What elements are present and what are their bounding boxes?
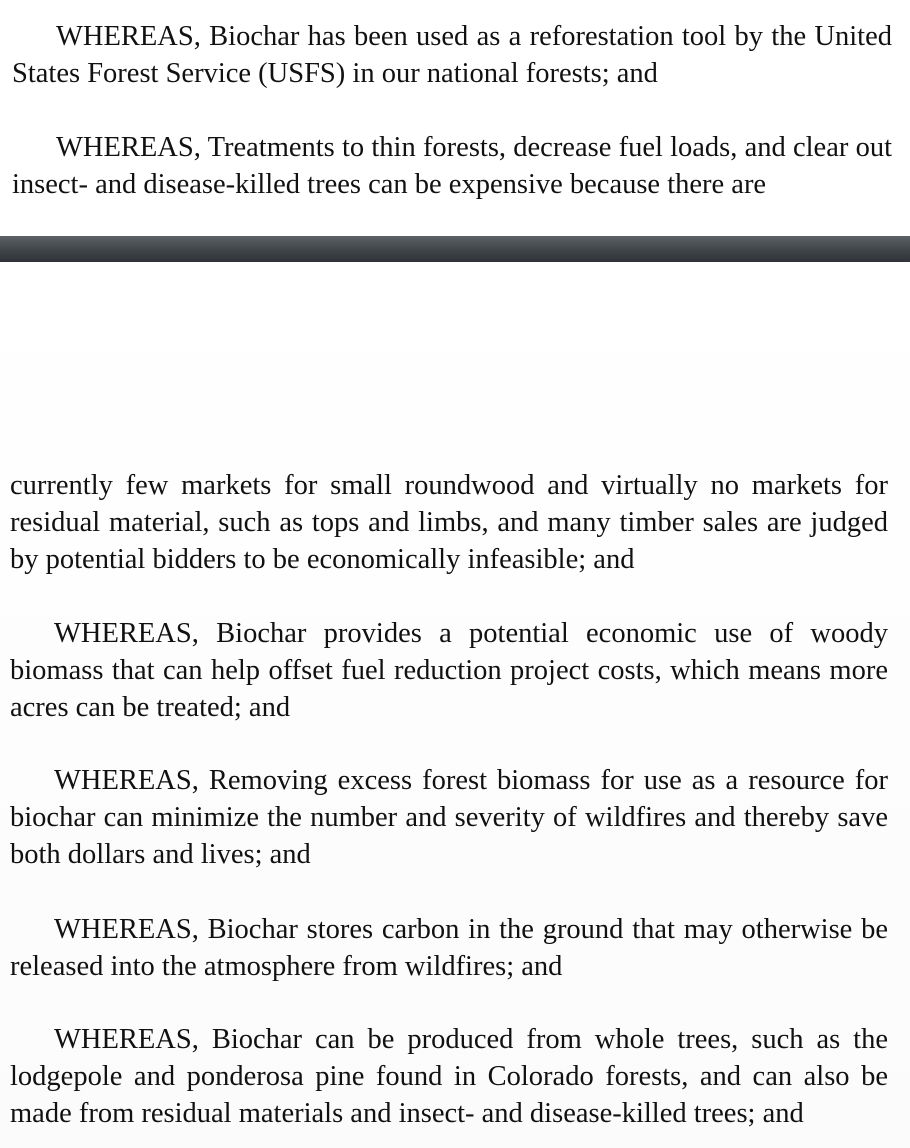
paragraph-whereas-reforestation: WHEREAS, Biochar has been used as a reforestation tool by the United States Forest Service (USFS) in our national forests; and [12,21,892,89]
paragraph-whereas-economic-use: WHEREAS, Biochar provides a potential economic use of woody biomass that can help offset fuel reduction project costs, which means more acres can be treated; and [10,618,888,723]
paragraph-whereas-stores-carbon: WHEREAS, Biochar stores carbon in the ground that may otherwise be released into the atmosphere from wildfires; and [10,914,888,982]
paragraph-whereas-treatments: WHEREAS, Treatments to thin forests, decrease fuel loads, and clear out insect- and disease-killed trees can be expensive because there are [12,132,892,200]
page-bottom [0,262,910,1148]
paragraph-markets-continuation: currently few markets for small roundwood and virtually no markets for residual material, such as tops and limbs, and many timber sales are judged by potential bidders to be economically infeasible; and [10,470,888,575]
page-top [0,0,910,236]
paragraph-whereas-whole-trees: WHEREAS, Biochar can be produced from whole trees, such as the lodgepole and ponderosa pine found in Colorado forests, and can also be made from residual materials and insect- and disease-killed trees; and [10,1024,888,1129]
paragraph-whereas-removing-biomass: WHEREAS, Removing excess forest biomass for use as a resource for biochar can minimize the number and severity of wildfires and thereby save both dollars and lives; and [10,765,888,870]
page-divider [0,236,910,262]
